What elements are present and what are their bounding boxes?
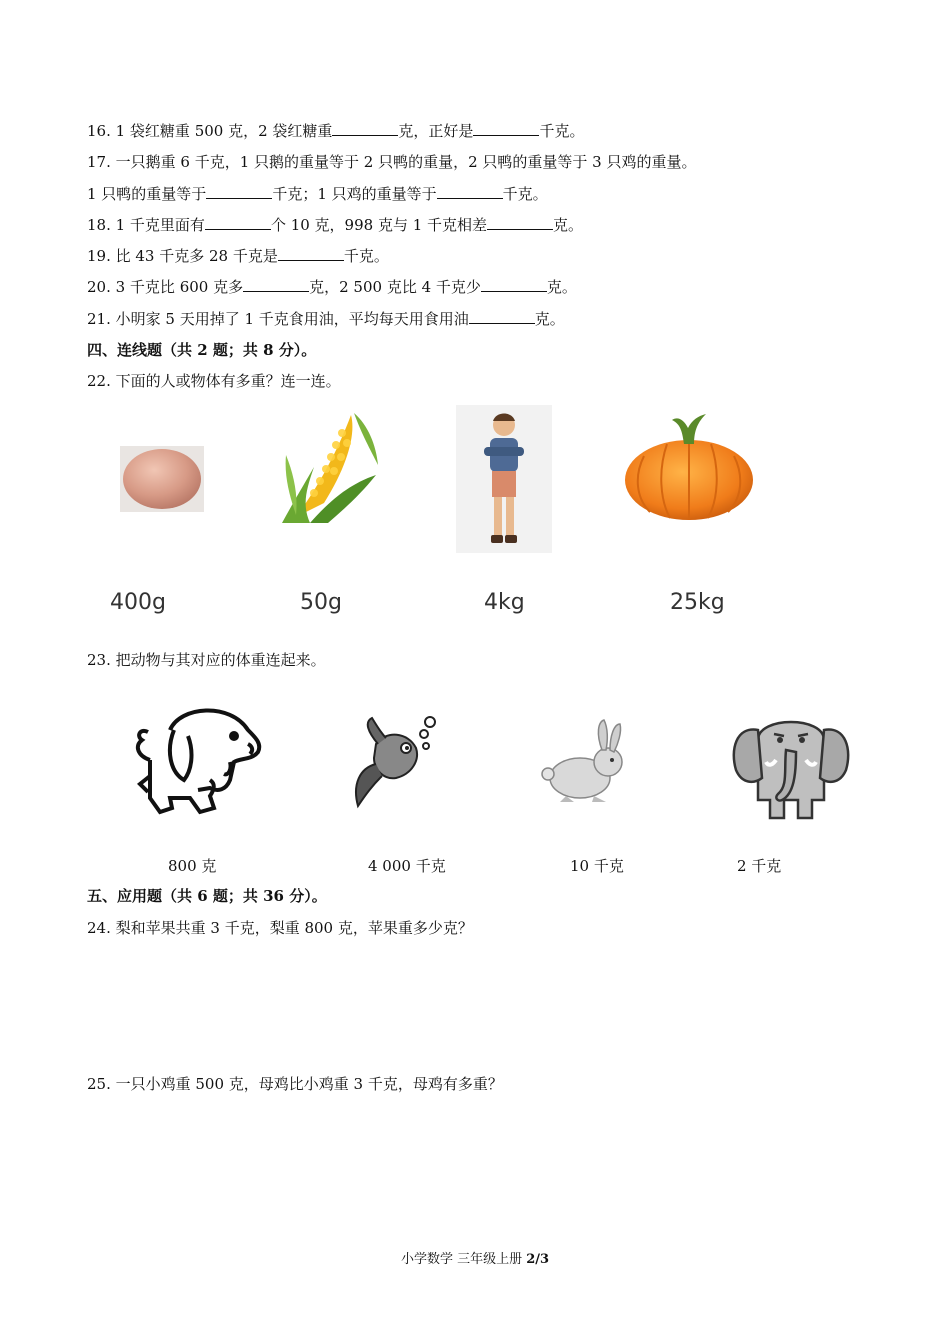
question-19: 19. 比 43 千克多 28 千克是 千克。 xyxy=(87,247,389,265)
elephant-image xyxy=(728,700,854,824)
weight-option: 2 千克 xyxy=(737,857,782,875)
question-18: 18. 1 千克里面有 个 10 克，998 克与 1 千克相差 克。 xyxy=(87,216,584,234)
weight-option: 800 克 xyxy=(168,857,217,875)
answer-blank[interactable] xyxy=(437,184,503,199)
question-16: 16. 1 袋红糖重 500 克，2 袋红糖重 克，正好是 千克。 xyxy=(87,122,585,140)
answer-blank[interactable] xyxy=(206,184,272,199)
answer-blank[interactable] xyxy=(205,215,271,230)
answer-blank[interactable] xyxy=(487,215,553,230)
weight-option: 4 000 千克 xyxy=(368,857,446,875)
page-footer: 小学数学 三年级上册 2/3 xyxy=(400,1252,550,1267)
weight-option: 25kg xyxy=(670,590,725,615)
question-17: 17. 一只鹅重 6 千克，1 只鹅的重量等于 2 只鸭的重量，2 只鸭的重量等于 3 只鸡的重量。 xyxy=(87,153,697,171)
question-23: 23. 把动物与其对应的体重连起来。 xyxy=(87,651,326,669)
section-4-heading: 四、连线题（共 2 题；共 8 分）。 xyxy=(87,341,317,359)
answer-blank[interactable] xyxy=(481,277,547,292)
question-20: 20. 3 千克比 600 克多 克，2 500 克比 4 千克少 克。 xyxy=(87,278,577,296)
question-17-blanks: 1 只鸭的重量等于 千克；1 只鸡的重量等于 千克。 xyxy=(87,185,548,203)
egg-image xyxy=(120,446,204,512)
answer-blank[interactable] xyxy=(243,277,309,292)
corn-image xyxy=(276,405,388,525)
weight-option: 10 千克 xyxy=(570,857,624,875)
answer-blank[interactable] xyxy=(473,121,539,136)
section-5-heading: 五、应用题（共 6 题；共 36 分）。 xyxy=(87,887,327,905)
question-22: 22. 下面的人或物体有多重？连一连。 xyxy=(87,372,341,390)
answer-blank[interactable] xyxy=(332,121,398,136)
rabbit-image xyxy=(540,718,630,804)
fish-image xyxy=(346,714,436,810)
pumpkin-image xyxy=(622,410,756,522)
answer-blank[interactable] xyxy=(469,309,535,324)
page-number: 2/3 xyxy=(526,1252,550,1267)
question-21: 21. 小明家 5 天用掉了 1 千克食用油，平均每天用食用油 克。 xyxy=(87,310,565,328)
weight-option: 50g xyxy=(300,590,342,615)
weight-option: 4kg xyxy=(484,590,525,615)
boy-image xyxy=(456,405,552,553)
question-24: 24. 梨和苹果共重 3 千克，梨重 800 克，苹果重多少克？ xyxy=(87,919,473,937)
weight-option: 400g xyxy=(110,590,166,615)
answer-blank[interactable] xyxy=(278,246,344,261)
dog-image xyxy=(130,700,266,818)
question-25: 25. 一只小鸡重 500 克，母鸡比小鸡重 3 千克，母鸡有多重？ xyxy=(87,1075,503,1093)
